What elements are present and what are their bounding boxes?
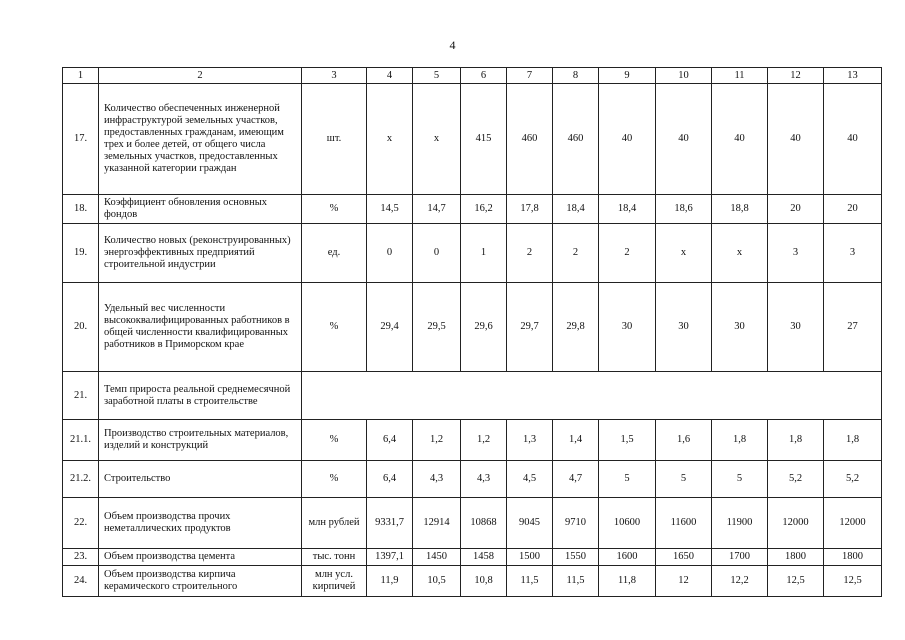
value-cell: 12,5 — [824, 566, 882, 597]
value-cell: 1800 — [824, 549, 882, 566]
value-cell: 460 — [553, 84, 599, 195]
value-cell: 12000 — [768, 498, 824, 549]
unit-cell — [302, 498, 367, 549]
value-cell: 9045 — [507, 498, 553, 549]
value-cell: 10,8 — [461, 566, 507, 597]
value-cell: 1500 — [507, 549, 553, 566]
table-row — [63, 224, 882, 283]
unit-cell — [302, 195, 367, 224]
indicator-name: Коэффициент обновления основных фондов — [104, 197, 267, 220]
indicators-table — [62, 67, 882, 597]
table-row — [63, 372, 882, 420]
indicator-name: Объем производства кирпича керамического строительного — [104, 569, 238, 592]
unit-label: % — [329, 321, 339, 332]
value-cell: 12000 — [824, 498, 882, 549]
value-cell: 29,6 — [461, 283, 507, 372]
indicator-name: Удельный вес численности высококвалифицированных работников в общей численности квалифицированных работников в Приморском крае — [104, 303, 290, 350]
table-row — [63, 549, 882, 566]
indicator-name: Количество обеспеченных инженерной инфраструктурой земельных участков, предоставленных гражданам, имеющим трех и более детей, от общего числа земельных участков, предоставленных указанной категории граждан — [104, 103, 284, 174]
indicator-name-cell — [99, 372, 302, 420]
value-cell: х — [367, 84, 413, 195]
value-cell: 12,5 — [768, 566, 824, 597]
value-cell: 4,7 — [553, 461, 599, 498]
value-cell: 11,8 — [599, 566, 656, 597]
table-header-row — [63, 68, 882, 84]
column-number-header: 11 — [712, 68, 768, 84]
column-number-header: 2 — [99, 68, 302, 84]
table-row — [63, 195, 882, 224]
value-cell: 18,4 — [553, 195, 599, 224]
value-cell: 40 — [712, 84, 768, 195]
value-cell: 4,3 — [413, 461, 461, 498]
value-cell: 3 — [768, 224, 824, 283]
row-number-cell: 20. — [63, 283, 99, 372]
unit-cell — [302, 549, 367, 566]
indicator-name-cell — [99, 461, 302, 498]
indicator-name-cell — [99, 224, 302, 283]
value-cell: 5 — [656, 461, 712, 498]
value-cell: 18,6 — [656, 195, 712, 224]
unit-label: млн рублей — [308, 517, 360, 528]
value-cell: 10,5 — [413, 566, 461, 597]
row-number-cell: 24. — [63, 566, 99, 597]
value-cell: 27 — [824, 283, 882, 372]
unit-label: ед. — [327, 247, 341, 258]
indicator-name-cell — [99, 420, 302, 461]
unit-label: млн усл. кирпичей — [312, 569, 356, 592]
page-number: 4 — [449, 38, 456, 52]
unit-cell — [302, 461, 367, 498]
unit-cell — [302, 283, 367, 372]
indicator-name-cell — [99, 498, 302, 549]
indicator-name-cell — [99, 195, 302, 224]
value-cell: 12 — [656, 566, 712, 597]
value-cell: х — [413, 84, 461, 195]
value-cell: 0 — [413, 224, 461, 283]
column-number-header: 7 — [507, 68, 553, 84]
value-cell: 20 — [768, 195, 824, 224]
value-cell: 1 — [461, 224, 507, 283]
table-row — [63, 420, 882, 461]
value-cell: 20 — [824, 195, 882, 224]
indicator-name-cell — [99, 84, 302, 195]
column-number-header: 13 — [824, 68, 882, 84]
value-cell: 29,4 — [367, 283, 413, 372]
value-cell: 6,4 — [367, 461, 413, 498]
value-cell: 1,5 — [599, 420, 656, 461]
value-cell: 415 — [461, 84, 507, 195]
value-cell: 1,2 — [461, 420, 507, 461]
value-cell: 9710 — [553, 498, 599, 549]
value-cell: 1,8 — [824, 420, 882, 461]
table-row — [63, 566, 882, 597]
value-cell: 1,8 — [768, 420, 824, 461]
column-number-header: 5 — [413, 68, 461, 84]
unit-label: % — [329, 203, 339, 214]
value-cell: 29,8 — [553, 283, 599, 372]
value-cell: 5,2 — [824, 461, 882, 498]
value-cell: 10868 — [461, 498, 507, 549]
value-cell: х — [712, 224, 768, 283]
unit-cell — [302, 420, 367, 461]
indicator-name-cell — [99, 283, 302, 372]
row-number-cell: 17. — [63, 84, 99, 195]
unit-label: тыс. тонн — [312, 551, 356, 562]
value-cell: 11,5 — [507, 566, 553, 597]
value-cell: 40 — [824, 84, 882, 195]
value-cell: 30 — [656, 283, 712, 372]
value-cell: 1458 — [461, 549, 507, 566]
value-cell: 4,5 — [507, 461, 553, 498]
unit-label: % — [329, 473, 339, 484]
value-cell: 40 — [656, 84, 712, 195]
value-cell: 11900 — [712, 498, 768, 549]
value-cell: 5 — [599, 461, 656, 498]
value-cell: 12914 — [413, 498, 461, 549]
indicator-name: Строительство — [104, 473, 171, 484]
row-number-cell: 19. — [63, 224, 99, 283]
value-cell: 6,4 — [367, 420, 413, 461]
value-cell: 2 — [553, 224, 599, 283]
column-number-header: 12 — [768, 68, 824, 84]
value-cell: 17,8 — [507, 195, 553, 224]
value-cell: 2 — [507, 224, 553, 283]
indicator-name: Темп прироста реальной среднемесячной заработной платы в строительстве — [104, 383, 291, 407]
value-cell: 29,7 — [507, 283, 553, 372]
value-cell: 2 — [599, 224, 656, 283]
value-cell: 1550 — [553, 549, 599, 566]
value-cell: 40 — [768, 84, 824, 195]
value-cell: 11600 — [656, 498, 712, 549]
value-cell: 1800 — [768, 549, 824, 566]
value-cell: 0 — [367, 224, 413, 283]
value-cell: 1,4 — [553, 420, 599, 461]
value-cell: 1450 — [413, 549, 461, 566]
column-number-header: 10 — [656, 68, 712, 84]
row-number-cell: 22. — [63, 498, 99, 549]
indicator-name-cell — [99, 549, 302, 566]
value-cell: 3 — [824, 224, 882, 283]
value-cell: 1700 — [712, 549, 768, 566]
value-cell: 1,3 — [507, 420, 553, 461]
value-cell: 14,5 — [367, 195, 413, 224]
value-cell: 14,7 — [413, 195, 461, 224]
row-number-cell: 18. — [63, 195, 99, 224]
value-cell: 460 — [507, 84, 553, 195]
value-cell: 30 — [599, 283, 656, 372]
value-cell: 1600 — [599, 549, 656, 566]
value-cell: 1,2 — [413, 420, 461, 461]
value-cell: х — [656, 224, 712, 283]
indicator-name-cell — [99, 566, 302, 597]
unit-label: шт. — [326, 133, 342, 144]
value-cell: 16,2 — [461, 195, 507, 224]
column-number-header: 9 — [599, 68, 656, 84]
value-cell: 18,8 — [712, 195, 768, 224]
value-cell: 1,8 — [712, 420, 768, 461]
table-row — [63, 283, 882, 372]
value-cell: 18,4 — [599, 195, 656, 224]
table-row — [63, 498, 882, 549]
indicator-name: Производство строительных материалов, изделий и конструкций — [104, 428, 289, 451]
unit-cell — [302, 566, 367, 597]
column-number-header: 1 — [63, 68, 99, 84]
row-number-cell: 21. — [63, 372, 99, 420]
value-cell: 1,6 — [656, 420, 712, 461]
value-cell: 12,2 — [712, 566, 768, 597]
unit-cell — [302, 224, 367, 283]
row-number-cell: 23. — [63, 549, 99, 566]
value-cell: 9331,7 — [367, 498, 413, 549]
value-cell: 30 — [768, 283, 824, 372]
indicator-name: Объем производства цемента — [104, 551, 236, 562]
value-cell: 5 — [712, 461, 768, 498]
row-number-cell: 21.1. — [63, 420, 99, 461]
value-cell: 30 — [712, 283, 768, 372]
value-cell: 4,3 — [461, 461, 507, 498]
column-number-header: 6 — [461, 68, 507, 84]
value-cell: 5,2 — [768, 461, 824, 498]
table-row — [63, 461, 882, 498]
value-cell: 10600 — [599, 498, 656, 549]
indicator-name: Количество новых (реконструированных) энергоэффективных предприятий строительной индустрии — [104, 235, 291, 270]
table-row — [63, 84, 882, 195]
unit-cell — [302, 84, 367, 195]
unit-label: % — [329, 434, 339, 445]
empty-merged-cell — [302, 372, 882, 420]
value-cell: 11,5 — [553, 566, 599, 597]
value-cell: 11,9 — [367, 566, 413, 597]
value-cell: 1650 — [656, 549, 712, 566]
column-number-header: 4 — [367, 68, 413, 84]
value-cell: 29,5 — [413, 283, 461, 372]
row-number-cell: 21.2. — [63, 461, 99, 498]
indicator-name: Объем производства прочих неметаллических продуктов — [104, 511, 231, 534]
value-cell: 1397,1 — [367, 549, 413, 566]
column-number-header: 8 — [553, 68, 599, 84]
value-cell: 40 — [599, 84, 656, 195]
column-number-header: 3 — [302, 68, 367, 84]
